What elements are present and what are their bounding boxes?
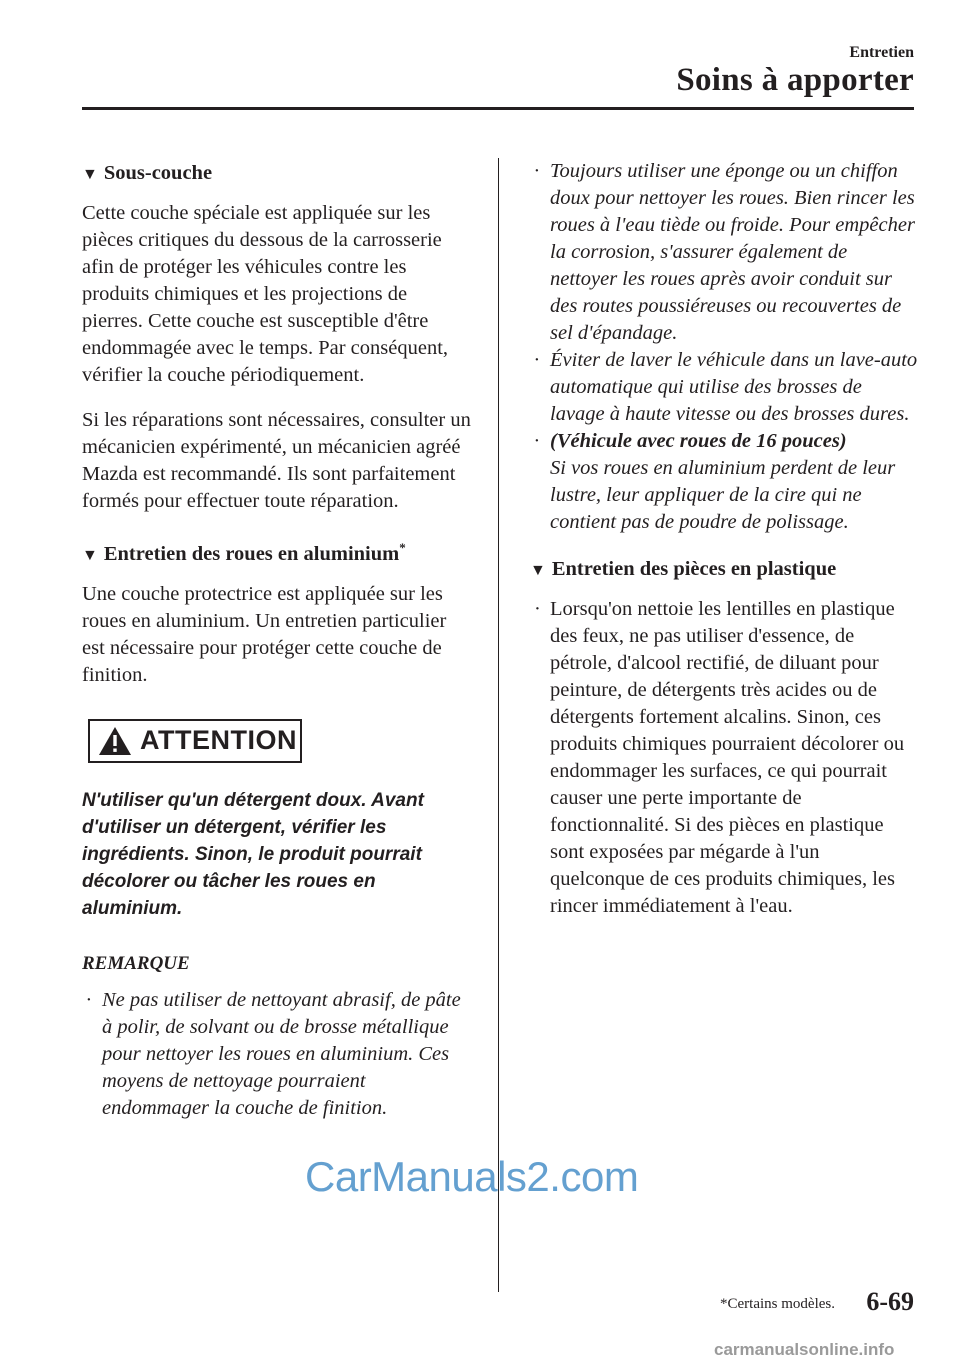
footnote-mark: * — [399, 540, 406, 555]
list-item — [530, 428, 918, 536]
paragraph: Si les réparations sont nécessaires, consulter un mécanicien expérimenté, un mécanicien agréé Mazda est recommandé. Ils sont parfaitement formés pour effectuer toute réparation. — [82, 409, 471, 512]
footnote: *Certains modèles. — [720, 1296, 835, 1312]
bullet-icon: · — [534, 430, 540, 452]
right-column — [530, 158, 918, 920]
list-item-text: Si vos roues en aluminium perdent de leur lustre, leur appliquer de la cire qui ne contient pas de poudre de polissage. — [550, 457, 896, 533]
heading-triangle-icon: ▼ — [82, 166, 98, 183]
heading-roues-aluminium — [82, 533, 472, 571]
list-item — [530, 596, 918, 920]
heading-sous-couche — [82, 158, 472, 190]
heading-triangle-icon: ▼ — [530, 562, 546, 579]
attention-text: N'utiliser qu'un détergent doux. Avant d'utiliser un détergent, vérifier les ingrédients. Sinon, le produit pourrait décolorer ou tâcher les roues en aluminium. — [82, 789, 424, 919]
list-item-text: Ne pas utiliser de nettoyant abrasif, de pâte à polir, de solvant ou de brosse métallique pour nettoyer les roues en aluminium. Ces moyens de nettoyage pourraient endommager la couche de finition. — [102, 988, 461, 1119]
header-rule — [82, 107, 914, 110]
heading-text: Entretien des roues en aluminium — [103, 542, 400, 565]
page-number: 6-69 — [866, 1287, 914, 1316]
paragraph: Une couche protectrice est appliquée sur les roues en aluminium. Un entretien particulier est nécessaire pour protéger cette couche de finition. — [82, 582, 447, 686]
list-item — [530, 158, 918, 347]
site-watermark: carmanualsonline.info — [714, 1340, 895, 1359]
list-item-text: Lorsqu'on nettoie les lentilles en plastique des feux, ne pas utiliser d'essence, de pétrole, d'alcool rectifié, de diluant pour peinture, de détergents très acides ou de détergents fortement alcalins. Sinon, ces produits chimiques pourraient décolorer ou endommager les surfaces, ce qui pourrait causer une perte importante de fonctionnalité. Si des pièces en plastique sont exposées par mégarde à l'un quelconque de ces produits chimiques, les rincer immédiatement à l'eau. — [550, 598, 905, 917]
attention-label: ATTENTION — [140, 725, 297, 756]
list-item-title: (Véhicule avec roues de 16 pouces) — [550, 430, 847, 452]
header-section: Entretien — [849, 44, 914, 61]
list-item-text: Éviter de laver le véhicule dans un lave-auto automatique qui utilise des brosses de lavage à haute vitesse ou des brosses dures. — [550, 349, 918, 425]
bullet-icon: · — [86, 988, 92, 1011]
heading-text: Entretien des pièces en plastique — [551, 558, 837, 580]
heading-text: Sous-couche — [103, 162, 213, 184]
attention-box — [88, 719, 302, 763]
heading-triangle-icon: ▼ — [82, 546, 98, 564]
list-item — [530, 347, 918, 428]
list-item — [82, 987, 472, 1122]
list-item-text: Toujours utiliser une éponge ou un chiffon doux pour nettoyer les roues. Bien rincer les roues à l'eau tiède ou froide. Pour empêcher la corrosion, s'assurer également de nettoyer les roues après avoir conduit sur des routes poussiéreuses ou recouvertes de sel d'épandage. — [550, 160, 915, 344]
paragraph: Cette couche spéciale est appliquée sur les pièces critiques du dessous de la carrosserie afin de protéger les véhicules contre les produits chimiques et les projections de pierres. Cette couche est susceptible d'être endommagée avec le temps. Par conséquent, vérifier la couche périodiquement. — [82, 202, 449, 386]
warning-triangle-icon — [98, 726, 132, 756]
remark-label: REMARQUE — [82, 952, 190, 974]
header-title: Soins à apporter — [676, 62, 914, 98]
column-divider — [498, 158, 499, 1292]
bullet-icon: · — [534, 598, 541, 620]
bullet-icon: · — [534, 349, 540, 371]
bullet-icon: · — [534, 160, 540, 182]
left-column — [82, 158, 472, 1122]
heading-pieces-plastique — [530, 554, 918, 586]
watermark: CarManuals2.com — [305, 1153, 639, 1200]
